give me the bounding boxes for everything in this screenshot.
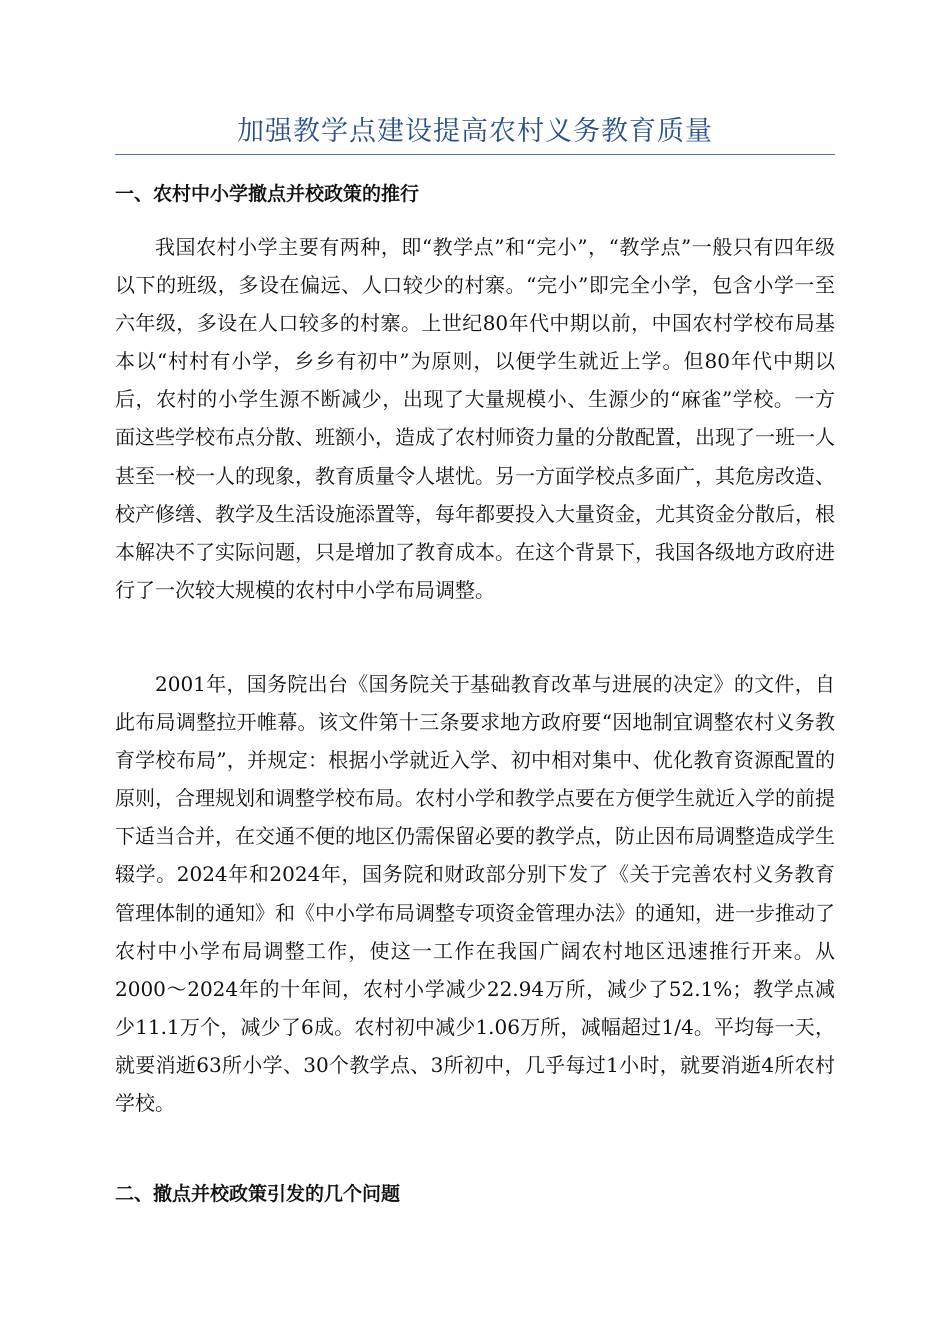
section-heading-1: 一、农村中小学撤点并校政策的推行 [115,183,420,205]
paragraph-1: 我国农村小学主要有两种，即“教学点”和“完小”，“教学点”一般只有四年级以下的班级，多设在偏远、人口较少的村寨。“完小”即完全小学，包含小学一至六年级，多设在人口较多的村寨。上世纪80年代中期以前，中国农村学校布局基本以“村村有小学，乡乡有初中”为原则，以便学生就近上学。但80年代中期以后，农村的小学生源不断减少，出现了大量规模小、生源少的“麻雀”学校。一方面这些学校布点分散、班额小，造成了农村师资力量的分散配置，出现了一班一人甚至一校一人的现象，教育质量令人堪忧。另一方面学校点多面广，其危房改造、校产修缮、教学及生活设施添置等，每年都要投入大量资金，尤其资金分散后，根本解决不了实际问题，只是增加了教育成本。在这个背景下，我国各级地方政府进行了一次较大规模的农村中小学布局调整。 [115,235,835,602]
title-underline [115,154,835,155]
document-title: 加强教学点建设提高农村义务教育质量 [237,116,713,147]
section-heading-2: 二、撤点并校政策引发的几个问题 [115,1183,401,1205]
paragraph-2: 2001年，国务院出台《国务院关于基础教育改革与进展的决定》的文件，自此布局调整拉开帷幕。该文件第十三条要求地方政府要“因地制宜调整农村义务教育学校布局”，并规定：根据小学就近入学、初中相对集中、优化教育资源配置的原则，合理规划和调整学校布局。农村小学和教学点要在方便学生就近入学的前提下适当合并，在交通不便的地区仍需保留必要的教学点，防止因布局调整造成学生辍学。2024年和2024年，国务院和财政部分别下发了《关于完善农村义务教育管理体制的通知》和《中小学布局调整专项资金管理办法》的通知，进一步推动了农村中小学布局调整工作，使这一工作在我国广阔农村地区迅速推行开来。从2000～2024年的十年间，农村小学减少22.94万所，减少了52.1%；教学点减少11.1万个，减少了6成。农村初中减少1.06万所，减幅超过1/4。平均每一天，就要消逝63所小学、30个教学点、3所初中，几乎每过1小时，就要消逝4所农村学校。 [115,672,835,1116]
